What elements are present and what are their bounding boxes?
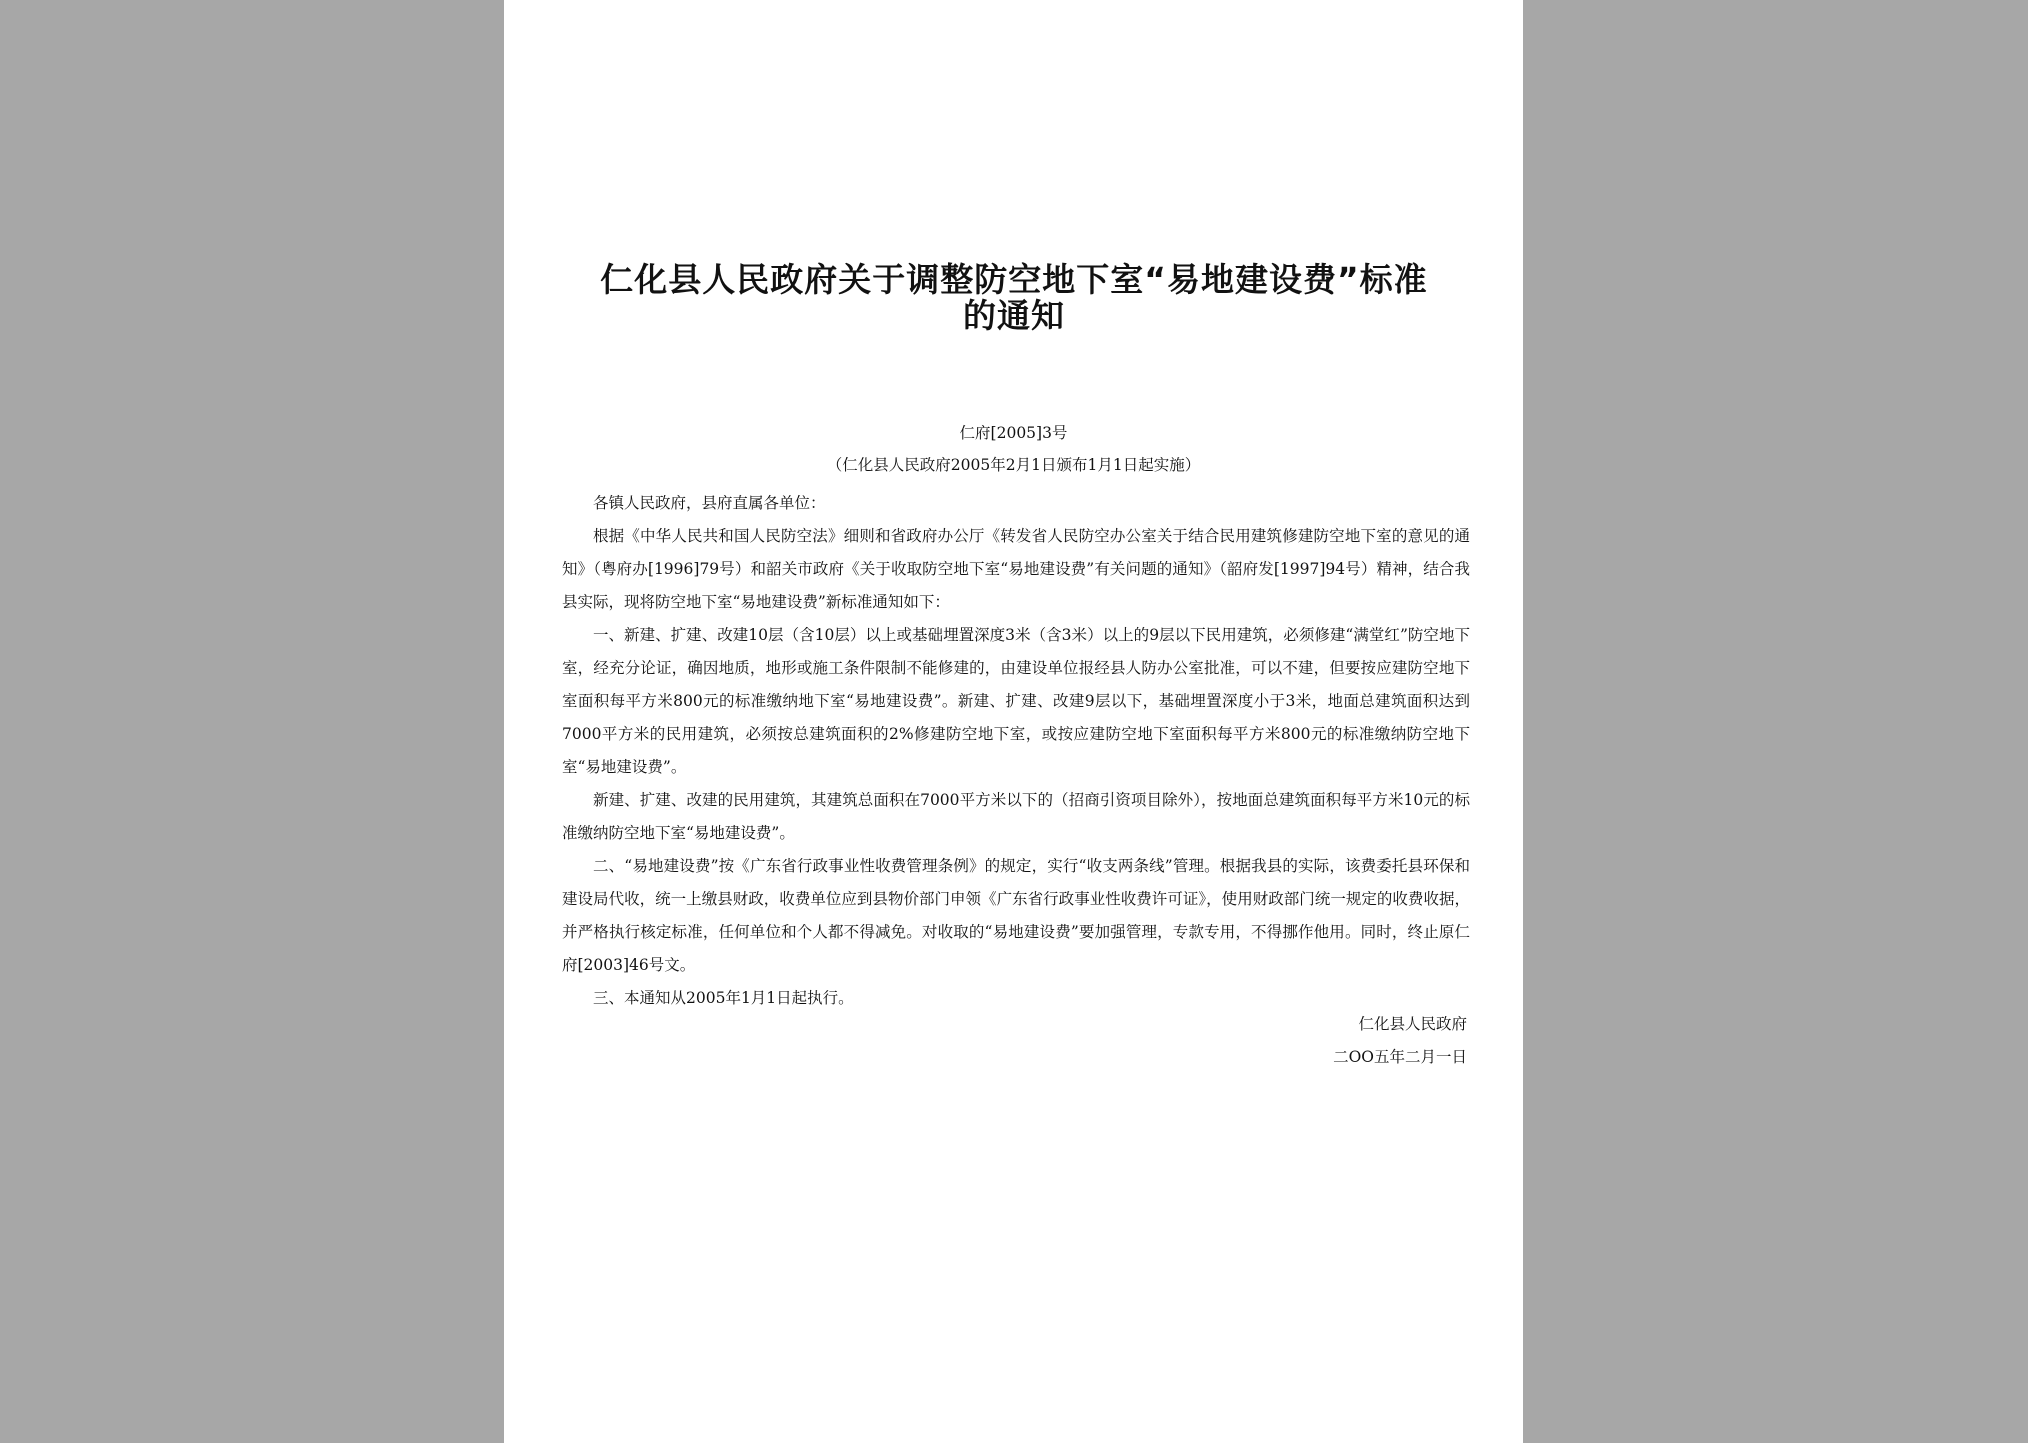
document-number: 仁府[2005]3号 — [959, 424, 1068, 442]
document-body — [562, 487, 1470, 1015]
document-title: 仁化县人民政府关于调整防空地下室“易地建设费”标准的通知 — [600, 260, 1428, 335]
issue-note: （仁化县人民政府2005年2月1日颁布1月1日起实施） — [826, 456, 1201, 474]
body-paragraph-4: 二、“易地建设费”按《广东省行政事业性收费管理条例》的规定，实行“收支两条线”管理。根据我县的实际，该费委托县环保和建设局代收，统一上缴县财政，收费单位应到县物价部门申领《广东省行政事业性收费许可证》，使用财政部门统一规定的收费收据，并严格执行核定标准，任何单位和个人都不得减免。对收取的“易地建设费”要加强管理，专款专用，不得挪作他用。同时，终止原仁府[2003]46号文。 — [562, 857, 1470, 974]
body-paragraph-1: 根据《中华人民共和国人民防空法》细则和省政府办公厅《转发省人民防空办公室关于结合民用建筑修建防空地下室的意见的通知》（粤府办[1996]79号）和韶关市政府《关于收取防空地下室“易地建设费”有关问题的通知》（韶府发[1997]94号）精神，结合我县实际，现将防空地下室“易地建设费”新标准通知如下： — [562, 527, 1470, 611]
body-paragraph-3: 新建、扩建、改建的民用建筑，其建筑总面积在7000平方米以下的（招商引资项目除外），按地面总建筑面积每平方米10元的标准缴纳防空地下室“易地建设费”。 — [562, 791, 1470, 842]
body-paragraph-2: 一、新建、扩建、改建10层（含10层）以上或基础埋置深度3米（含3米）以上的9层以下民用建筑，必须修建“满堂红”防空地下室，经充分论证，确因地质，地形或施工条件限制不能修建的，由建设单位报经县人防办公室批准，可以不建，但要按应建防空地下室面积每平方米800元的标准缴纳地下室“易地建设费”。新建、扩建、改建9层以下，基础埋置深度小于3米，地面总建筑面积达到7000平方米的民用建筑，必须按总建筑面积的2%修建防空地下室，或按应建防空地下室面积每平方米800元的标准缴纳防空地下室“易地建设费”。 — [562, 626, 1470, 776]
salutation: 各镇人民政府，县府直属各单位： — [593, 494, 826, 512]
document-page — [504, 0, 1523, 1443]
signature-organization: 仁化县人民政府 — [1358, 1015, 1467, 1033]
body-paragraph-5: 三、本通知从2005年1月1日起执行。 — [593, 989, 854, 1007]
signature-date: 二OO五年二月一日 — [1333, 1048, 1467, 1066]
